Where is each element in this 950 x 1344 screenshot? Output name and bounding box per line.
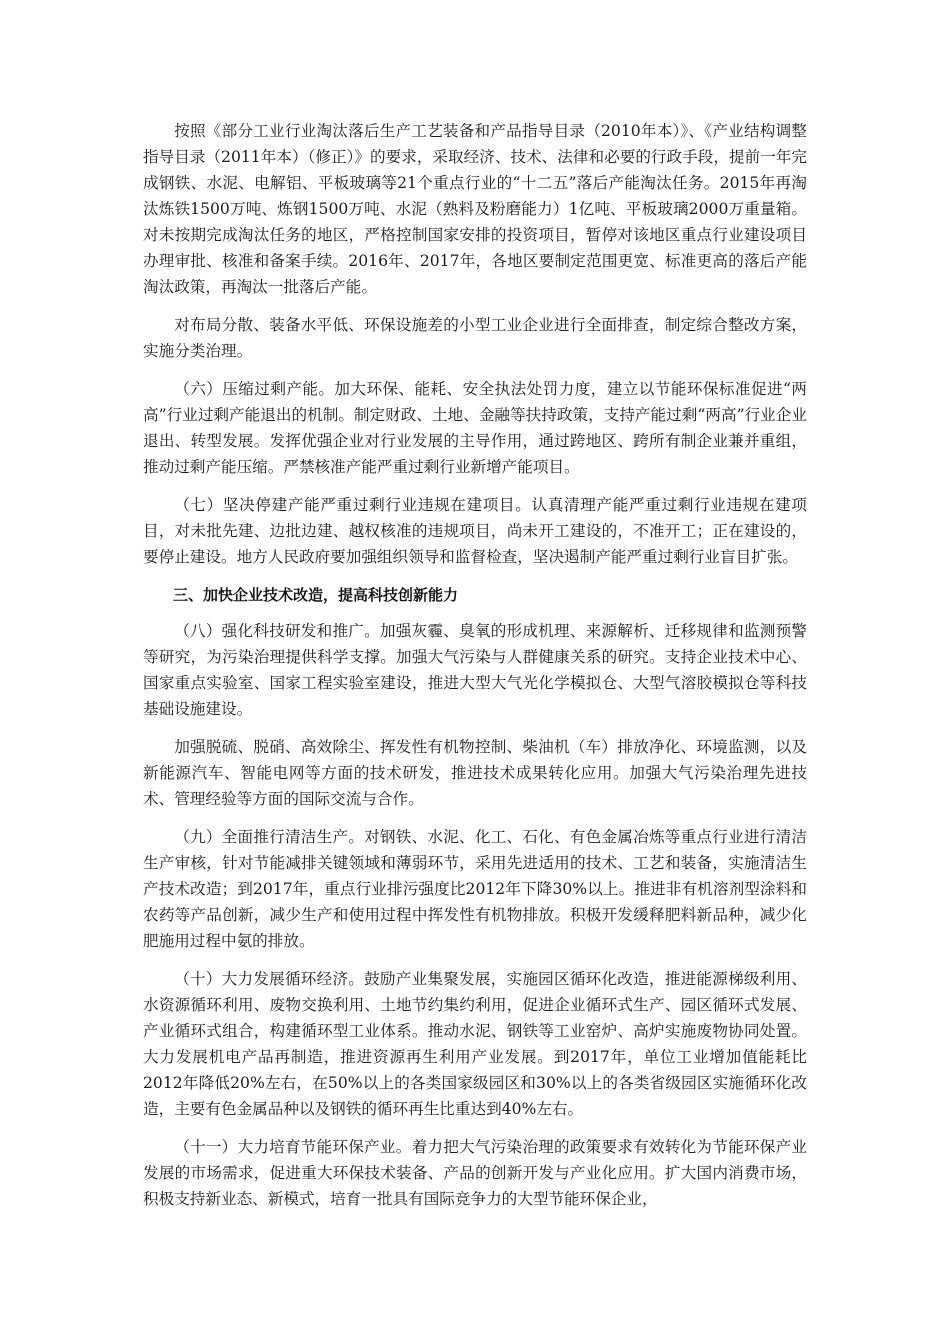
paragraph-section-11-environmental-industry: （十一）大力培育节能环保产业。着力把大气污染治理的政策要求有效转化为节能环保产业发展的市场需求，促进重大环保技术装备、产品的创新开发与产业化应用。扩大国内消费市场，积极支持新业态、新模式，培育一批具有国际竞争力的大型节能环保企业， [143,1138,807,1208]
paragraph-section-10-circular-economy: （十）大力发展循环经济。鼓励产业集聚发展，实施园区循环化改造，推进能源梯级利用、水资源循环利用、废物交换利用、土地节约集约利用，促进企业循环式生产、园区循环式发展、产业循环式组合，构建循环型工业体系。推动水泥、钢铁等工业窑炉、高炉实施废物协同处置。大力发展机电产品再制造，推进资源再生利用产业发展。到2017年，单位工业增加值能耗比2012年降低20%左右，在50%以上的各类国家级园区和30%以上的各类省级园区实施循环化改造，主要有色金属品种以及钢铁的循环再生比重达到40%左右。 [143,970,807,1118]
paragraph-section-6-overcapacity: （六）压缩过剩产能。加大环保、能耗、安全执法处罚力度，建立以节能环保标准促进“两高”行业过剩产能退出的机制。制定财政、土地、金融等扶持政策，支持产能过剩“两高”行业企业退出、转型发展。发挥优强企业对行业发展的主导作用，通过跨地区、跨所有制企业兼并重组，推动过剩产能压缩。严禁核准产能严重过剩行业新增产能项目。 [143,380,807,476]
section-heading-3: 三、加快企业技术改造，提高科技创新能力 [173,586,459,604]
paragraph-phase-out-backward-capacity: 按照《部分工业行业淘汰落后生产工艺装备和产品指导目录（2010年本）》、《产业结构调整指导目录（2011年本）（修正）》的要求，采取经济、技术、法律和必要的行政手段，提前一年完成钢铁、水泥、电解铝、平板玻璃等21个重点行业的“十二五”落后产能淘汰任务。2015年再淘汰炼铁1500万吨、炼钢1500万吨、水泥（熟料及粉磨能力）1亿吨、平板玻璃2000万重量箱。对未按期完成淘汰任务的地区，严格控制国家安排的投资项目，暂停对该地区重点行业建设项目办理审批、核准和备案手续。2016年、2017年，各地区要制定范围更宽、标准更高的落后产能淘汰政策，再淘汰一批落后产能。 [143,122,807,296]
paragraph-section-7-stop-illegal-projects: （七）坚决停建产能严重过剩行业违规在建项目。认真清理产能严重过剩行业违规在建项目，对未批先建、边批边建、越权核准的违规项目，尚未开工建设的，不准开工；正在建设的，要停止建设。地方人民政府要加强组织领导和监督检查，坚决遏制产能严重过剩行业盲目扩张。 [143,496,807,566]
paragraph-small-enterprises-rectification: 对布局分散、装备水平低、环保设施差的小型工业企业进行全面排查，制定综合整改方案，实施分类治理。 [143,316,807,360]
document-body [143,118,807,1224]
paragraph-technology-development: 加强脱硫、脱硝、高效除尘、挥发性有机物控制、柴油机（车）排放净化、环境监测，以及新能源汽车、智能电网等方面的技术研发，推进技术成果转化应用。加强大气污染治理先进技术、管理经验等方面的国际交流与合作。 [143,738,807,808]
paragraph-section-9-clean-production: （九）全面推行清洁生产。对钢铁、水泥、化工、石化、有色金属冶炼等重点行业进行清洁生产审核，针对节能减排关键领域和薄弱环节，采用先进适用的技术、工艺和装备，实施清洁生产技术改造；到2017年，重点行业排污强度比2012年下降30%以上。推进非有机溶剂型涂料和农药等产品创新，减少生产和使用过程中挥发性有机物排放。积极开发缓释肥料新品种，减少化肥施用过程中氨的排放。 [143,828,807,950]
paragraph-section-8-research: （八）强化科技研发和推广。加强灰霾、臭氧的形成机理、来源解析、迁移规律和监测预警等研究，为污染治理提供科学支撑。加强大气污染与人群健康关系的研究。支持企业技术中心、国家重点实验室、国家工程实验室建设，推进大型大气光化学模拟仓、大型气溶胶模拟仓等科技基础设施建设。 [143,622,807,718]
